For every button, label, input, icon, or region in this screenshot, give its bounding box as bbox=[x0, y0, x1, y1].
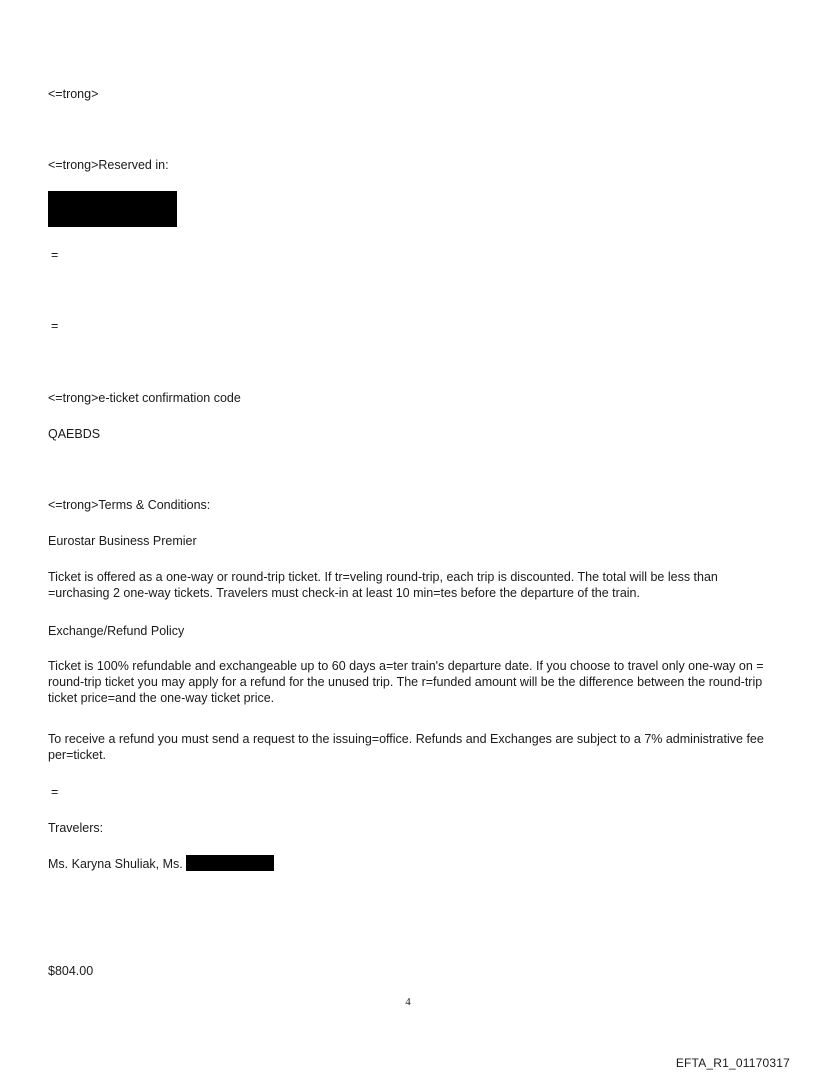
strong-tag-line: <=trong> bbox=[48, 87, 99, 101]
equals-line-3: = bbox=[51, 785, 59, 799]
travelers-names-text: Ms. Karyna Shuliak, Ms. bbox=[48, 857, 183, 871]
equals-line-1: = bbox=[51, 248, 59, 262]
terms-heading: <=trong>Terms & Conditions: bbox=[48, 498, 211, 512]
exchange-refund-heading: Exchange/Refund Policy bbox=[48, 624, 185, 638]
refund-policy-paragraph: Ticket is 100% refundable and exchangeable up to 60 days a=ter train's departure date. If you choose to travel only one-way on = round-trip ticket you may apply for a refund for the unused trip. The r=funded amount will be the difference between the round-trip ticket price=and the one-way ticket price. bbox=[48, 659, 764, 705]
travelers-names bbox=[48, 855, 274, 872]
equals-line-2: = bbox=[51, 319, 59, 333]
eticket-label: <=trong>e-ticket confirmation code bbox=[48, 391, 241, 405]
confirmation-code: QAEBDS bbox=[48, 427, 101, 441]
redaction-block-traveler bbox=[186, 855, 274, 871]
ticket-paragraph: Ticket is offered as a one-way or round-trip ticket. If tr=veling round-trip, each trip is discounted. The total will be less than =urchasing 2 one-way tickets. Travelers must check-in at least 10 min=tes before the departure of the train. bbox=[48, 570, 718, 600]
price: $804.00 bbox=[48, 964, 94, 978]
fare-name: Eurostar Business Premier bbox=[48, 534, 197, 548]
document-id: EFTA_R1_01170317 bbox=[675, 1056, 790, 1070]
refund-request-paragraph: To receive a refund you must send a request to the issuing=office. Refunds and Exchanges are subject to a 7% administrative fee per=ticket. bbox=[48, 732, 764, 762]
page-number: 4 bbox=[405, 996, 411, 1008]
reserved-in-label: <=trong>Reserved in: bbox=[48, 158, 169, 172]
redaction-block-location bbox=[48, 191, 177, 227]
travelers-label: Travelers: bbox=[48, 821, 104, 835]
